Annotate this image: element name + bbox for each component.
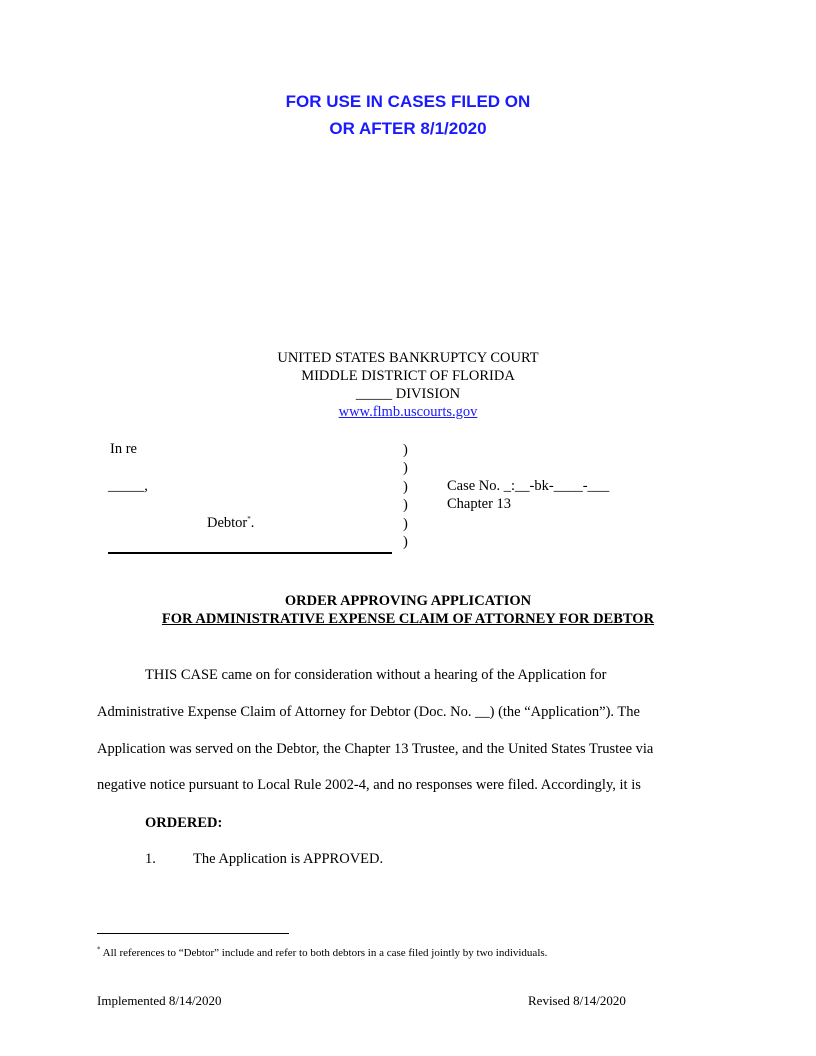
item-1-number: 1. xyxy=(145,851,156,867)
body-line-3: Application was served on the Debtor, the Chapter 13 Trustee, and the United States Trustee via xyxy=(97,741,654,757)
in-re-label: In re xyxy=(110,441,137,457)
caption-paren: ) xyxy=(403,497,408,514)
footer-revised: Revised 8/14/2020 xyxy=(528,993,626,1008)
court-website-line xyxy=(0,403,816,421)
item-1-text: The Application is APPROVED. xyxy=(193,851,384,867)
caption-paren: ) xyxy=(403,478,408,495)
court-website-link[interactable]: www.flmb.uscourts.gov xyxy=(338,404,478,420)
footer-implemented: Implemented 8/14/2020 xyxy=(97,993,222,1008)
body-line-1: THIS CASE came on for consideration without a hearing of the Application for xyxy=(145,667,607,683)
debtor-label xyxy=(207,515,254,532)
case-number: Case No. _:__-bk-____-___ xyxy=(447,478,610,494)
footnote-mark: * xyxy=(97,945,101,954)
body-line-2: Administrative Expense Claim of Attorney for Debtor (Doc. No. __) (the “Application”). The xyxy=(97,704,640,720)
court-name: UNITED STATES BANKRUPTCY COURT xyxy=(277,350,539,366)
banner-line-1: FOR USE IN CASES FILED ON xyxy=(285,92,531,111)
ordered-heading: ORDERED: xyxy=(145,815,223,831)
order-title-line-2: FOR ADMINISTRATIVE EXPENSE CLAIM OF ATTORNEY FOR DEBTOR xyxy=(161,611,655,627)
chapter-number: Chapter 13 xyxy=(447,496,512,512)
caption-paren: ) xyxy=(403,515,408,532)
debtor-period: . xyxy=(250,515,255,531)
court-division: _____ DIVISION xyxy=(355,386,461,402)
debtor-footnote-mark: * xyxy=(247,515,251,524)
order-title-line-1: ORDER APPROVING APPLICATION xyxy=(284,593,532,609)
caption-paren: ) xyxy=(403,442,408,458)
footnote xyxy=(97,947,547,959)
footnote-text: All references to “Debtor” include and refer to both debtors in a case filed jointly by two individuals. xyxy=(102,947,548,959)
court-district: MIDDLE DISTRICT OF FLORIDA xyxy=(301,368,515,384)
body-line-4: negative notice pursuant to Local Rule 2002-4, and no responses were filed. Accordingly, it is xyxy=(97,777,641,793)
caption-paren: ) xyxy=(403,460,408,477)
debtor-name-blank: _____, xyxy=(108,478,148,494)
caption-parens xyxy=(403,441,408,551)
caption-divider xyxy=(108,552,392,554)
debtor-label-text: Debtor xyxy=(207,515,248,531)
footnote-divider xyxy=(97,933,289,934)
caption-paren: ) xyxy=(403,534,408,551)
banner-line-2: OR AFTER 8/1/2020 xyxy=(329,119,487,138)
